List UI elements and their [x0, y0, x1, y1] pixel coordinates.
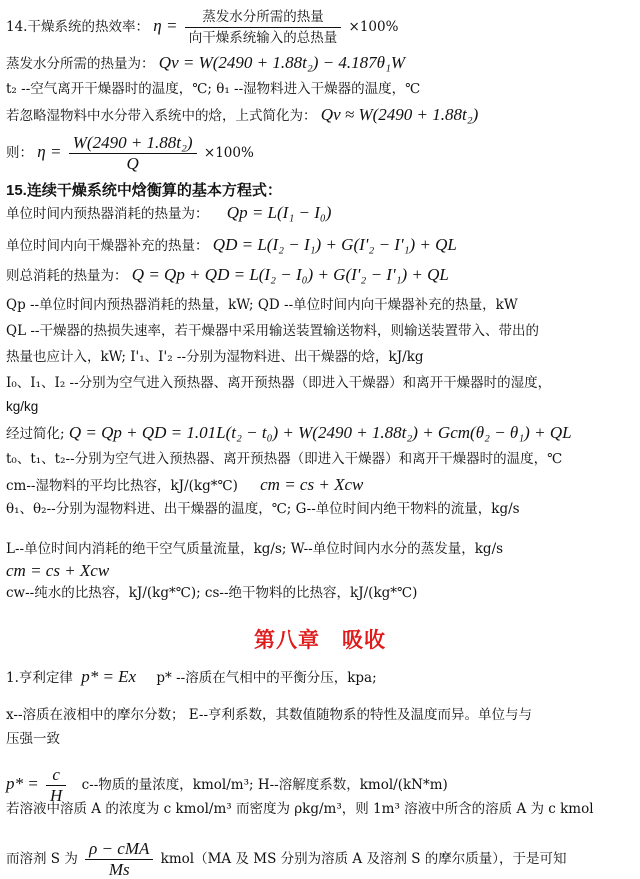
line-unit	[6, 398, 636, 416]
line-cm-equation	[6, 562, 636, 581]
eta-symbol: η =	[153, 16, 178, 35]
fraction-numerator: c	[46, 766, 66, 786]
text: I₀、I₁、I₂ --分别为空气进入预热器、离开预热器（即进入干燥器）和离开干燥器时的湿度，	[6, 375, 552, 391]
line-pressure-unit	[6, 730, 636, 748]
text: kmol（MA 及 MS 分别为溶质 A 及溶剂 S 的摩尔质量），于是可知	[160, 851, 567, 867]
text: p* --溶质在气相中的平衡分压，kpa;	[156, 670, 377, 686]
text: L--单位时间内消耗的绝干空气质量流量，kg/s; W--单位时间内水分的蒸发量，kg/s	[6, 541, 504, 557]
equation: Qv = W(2490 + 1.88t₂) − 4.187θ₁W	[158, 53, 406, 72]
text: 单位时间内向干燥器补充的热量：	[6, 238, 209, 254]
equation: p* = Ex	[81, 667, 137, 686]
text: kg/kg	[6, 399, 39, 414]
equation: Q = Qp + QD = L(I₂ − I₀) + G(I'₂ − I'₁) + QL	[131, 265, 449, 284]
text: 14.干燥系统的热效率：	[6, 19, 149, 35]
equation: QD = L(I₂ − I₁) + G(I'₂ − I'₁) + QL	[212, 235, 457, 254]
text: 则总消耗的热量为：	[6, 268, 128, 284]
line-theta-g-def	[6, 500, 636, 518]
text: x--溶质在液相中的摩尔分数； E--亨利系数，其数值随物系的特性及温度而异。单位与与	[6, 707, 533, 723]
chapter-title: 第八章 吸收	[254, 628, 386, 652]
text: 若溶液中溶质 A 的浓度为 c kmol/m³ 而密度为 ρkg/m³，则 1m³ 溶液中所含的溶质 A 为 c kmol	[6, 801, 594, 817]
line-x-e-def	[6, 706, 636, 724]
equation: Q = Qp + QD = 1.01L(t₂ − t₀) + W(2490 + 1.88t₂) + Gcm(θ₂ − θ₁) + QL	[68, 423, 572, 442]
line-l-w-def	[6, 540, 636, 558]
line-cm-def	[6, 476, 636, 495]
equation: p* =	[6, 774, 39, 793]
text: cm--湿物料的平均比热容，kJ/(kg*℃)	[6, 478, 238, 494]
fraction-denominator: 向干燥系统输入的总热量	[188, 30, 338, 46]
equation: Qp = L(I₁ − I₀)	[226, 203, 332, 222]
fraction-numerator: 蒸发水分所需的热量	[185, 8, 342, 28]
line-eta-simplified	[6, 134, 636, 173]
fraction	[69, 134, 197, 173]
text: 蒸发水分所需的热量为：	[6, 56, 155, 72]
line-solution-concentration	[6, 800, 636, 818]
line-cw-cs-def	[6, 584, 636, 602]
text: Qp --单位时间内预热器消耗的热量，kW; QD --单位时间内向干燥器补充的热量，kW	[6, 297, 518, 313]
fraction	[185, 8, 342, 47]
text: QL --干燥器的热损失速率，若干燥器中采用输送装置输送物料，则输送装置带入、带出的	[6, 323, 539, 339]
fraction-denominator: Ms	[108, 860, 130, 879]
line-humidity-def	[6, 374, 636, 392]
line-ql-def	[6, 322, 636, 340]
line-simplified	[6, 106, 636, 125]
equation: cm = cs + Xcw	[6, 561, 110, 580]
fraction-denominator: Q	[126, 154, 139, 173]
section-heading: 15.连续干燥系统中焓衡算的基本方程式：	[6, 182, 282, 199]
text: 1.亨利定律	[6, 670, 73, 686]
text: ×100%	[203, 145, 254, 161]
line-temperature-def	[6, 450, 636, 468]
text: cw--纯水的比热容，kJ/(kg*℃); cs--绝干物料的比热容，kJ/(kg*℃)	[6, 585, 418, 601]
fraction	[85, 840, 153, 879]
equation: Qv ≈ W(2490 + 1.88t₂)	[320, 105, 479, 124]
line-simplified-total	[6, 424, 636, 443]
text: θ₁、θ₂--分别为湿物料进、出干燥器的温度，℃; G--单位时间内绝干物料的流量，kg/s	[6, 501, 520, 517]
line-enthalpy-def	[6, 348, 636, 366]
text: c--物质的量浓度，kmol/m³; H--溶解度系数，kmol/(kN*m)	[81, 777, 448, 793]
text: t₀、t₁、t₂--分别为空气进入预热器、离开预热器（即进入干燥器）和离开干燥器时的温度，℃	[6, 451, 563, 467]
text: 热量也应计入，kW; I'₁、I'₂ --分别为湿物料进、出干燥器的焓，kJ/kg	[6, 349, 424, 365]
text: 而溶剂 S 为	[6, 851, 78, 867]
line-henry-law	[6, 668, 636, 687]
text: 单位时间内预热器消耗的热量为：	[6, 206, 209, 222]
line-solvent	[6, 840, 636, 879]
text: ×100%	[348, 19, 399, 35]
text: 若忽略湿物料中水分带入系统中的焓，上式简化为：	[6, 108, 317, 124]
text: 压强一致	[6, 731, 60, 747]
fraction-numerator: W(2490 + 1.88t₂)	[69, 134, 197, 154]
line-t2-theta1	[6, 80, 636, 98]
line-preheater-heat	[6, 204, 636, 223]
line-14-efficiency	[6, 8, 636, 47]
line-evaporation-heat	[6, 54, 636, 73]
fraction-numerator: ρ − cMA	[85, 840, 153, 860]
fraction-denominator: H	[50, 786, 63, 805]
eta-symbol: η =	[37, 142, 62, 161]
line-15-heading	[6, 182, 636, 200]
line-dryer-heat	[6, 236, 636, 255]
equation: cm = cs + Xcw	[260, 475, 364, 494]
line-total-heat	[6, 266, 636, 285]
text: t₂ --空气离开干燥器时的温度，℃; θ₁ --湿物料进入干燥器的温度，℃	[6, 81, 421, 97]
text: 则：	[6, 145, 33, 161]
line-qp-qd-def	[6, 296, 636, 314]
text: 经过简化;	[6, 426, 65, 442]
